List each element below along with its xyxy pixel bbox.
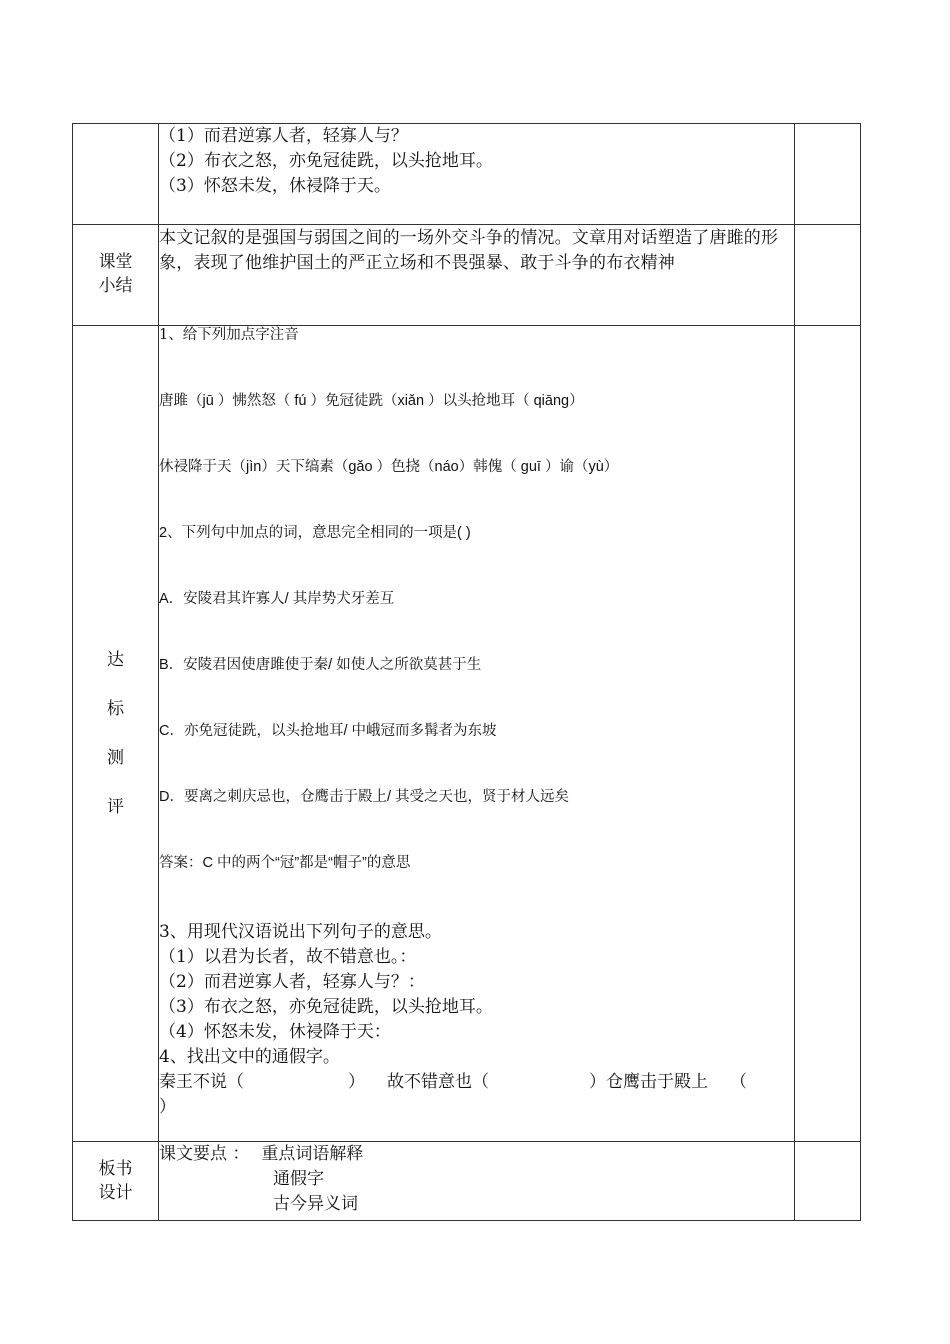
q1-line-1: 唐雎（jū ）怫然怒（ fú ）免冠徒跣（xiǎn ）以头抢地耳（ qiāng） <box>159 393 584 409</box>
board-label-2: 设计 <box>98 1183 133 1203</box>
summary-label-1: 课堂 <box>98 252 133 272</box>
q2-answer: 答案：C 中的两个“冠”都是“帽子”的意思 <box>159 855 411 871</box>
q1-line-2: 休祲降于天（jìn）天下缟素（gǎo ）色挠（náo）韩傀（ guī ）谕（yù） <box>159 459 619 475</box>
row1-label-cell <box>73 124 159 225</box>
q4-item-2-close: ）仓鹰击于殿上 <box>589 1072 708 1092</box>
q4-item-3-open: （ <box>730 1072 747 1092</box>
board-notes-cell <box>795 1142 861 1221</box>
summary-label-cell <box>73 225 159 326</box>
board-row <box>73 1142 861 1221</box>
q4-tail: ） <box>159 1097 176 1117</box>
q2-option-c: C．亦免冠徒跣，以头抢地耳/ 中峨冠而多髯者为东坡 <box>159 723 497 739</box>
row1-line-3: （3）怀怒未发，休祲降于天。 <box>159 176 391 196</box>
q2-option-b: B．安陵君因使唐雎使于秦/ 如使人之所欲莫甚于生 <box>159 657 482 673</box>
test-content-cell <box>159 326 795 1142</box>
board-item-2: 通假字 <box>273 1169 324 1189</box>
q3-line-4: （4）怀怒未发，休祲降于天： <box>159 1022 391 1042</box>
test-notes-cell <box>795 326 861 1142</box>
q2-title: 2、下列句中加点的词，意思完全相同的一项是( ) <box>159 525 471 541</box>
translation-row <box>73 124 861 225</box>
q2-option-d: D．要离之刺庆忌也，仓鹰击于殿上/ 其受之天也，贤于材人远矣 <box>159 789 570 805</box>
row1-line-2: （2）布衣之怒，亦免冠徒跣，以头抢地耳。 <box>159 151 493 171</box>
q1-title: 1、给下列加点字注音 <box>159 327 299 343</box>
test-row <box>73 326 861 1142</box>
summary-label-2: 小结 <box>98 276 133 296</box>
summary-row <box>73 225 861 326</box>
q4-item-1-close: ） <box>348 1072 365 1092</box>
board-content-cell <box>159 1142 795 1221</box>
board-item-1: 重点词语解释 <box>261 1144 364 1164</box>
test-label-char-4: 评 <box>107 797 124 817</box>
row1-content-cell <box>159 124 795 225</box>
q3-title: 3、用现代汉语说出下列句子的意思。 <box>159 922 442 942</box>
q3-line-2: （2）而君逆寡人者，轻寡人与？： <box>159 972 425 992</box>
board-heading: 课文要点 ： <box>159 1144 250 1164</box>
row1-notes-cell <box>795 124 861 225</box>
q4-item-2: 故不错意也（ <box>387 1072 489 1092</box>
q2-option-a: A．安陵君其许寡人/ 其岸势犬牙差互 <box>159 591 395 607</box>
board-item-3: 古今异义词 <box>273 1194 358 1214</box>
test-label-cell <box>73 326 159 1142</box>
test-label-char-1: 达 <box>107 650 124 670</box>
q4-item-1: 秦王不说（ <box>159 1072 244 1092</box>
board-label-1: 板书 <box>98 1159 133 1179</box>
q3-line-1: （1）以君为长者，故不错意也。： <box>159 947 417 967</box>
q4-title: 4、找出文中的通假字。 <box>159 1047 340 1067</box>
q4-line <box>159 1070 794 1095</box>
summary-notes-cell <box>795 225 861 326</box>
summary-text: 本文记叙的是强国与弱国之间的一场外交斗争的情况。文章用对话塑造了唐雎的形象，表现了他维护国土的严正立场和不畏强暴、敢于斗争的布衣精神 <box>159 228 779 273</box>
summary-content-cell <box>159 225 795 326</box>
row1-line-1: （1）而君逆寡人者，轻寡人与？ <box>159 126 408 146</box>
test-label-char-2: 标 <box>107 699 124 719</box>
q3-line-3: （3）布衣之怒，亦免冠徒跣，以头抢地耳。 <box>159 997 493 1017</box>
test-label-char-3: 测 <box>107 748 124 768</box>
board-label-cell <box>73 1142 159 1221</box>
board-line-1 <box>159 1142 794 1167</box>
lesson-plan-table <box>72 123 861 1221</box>
